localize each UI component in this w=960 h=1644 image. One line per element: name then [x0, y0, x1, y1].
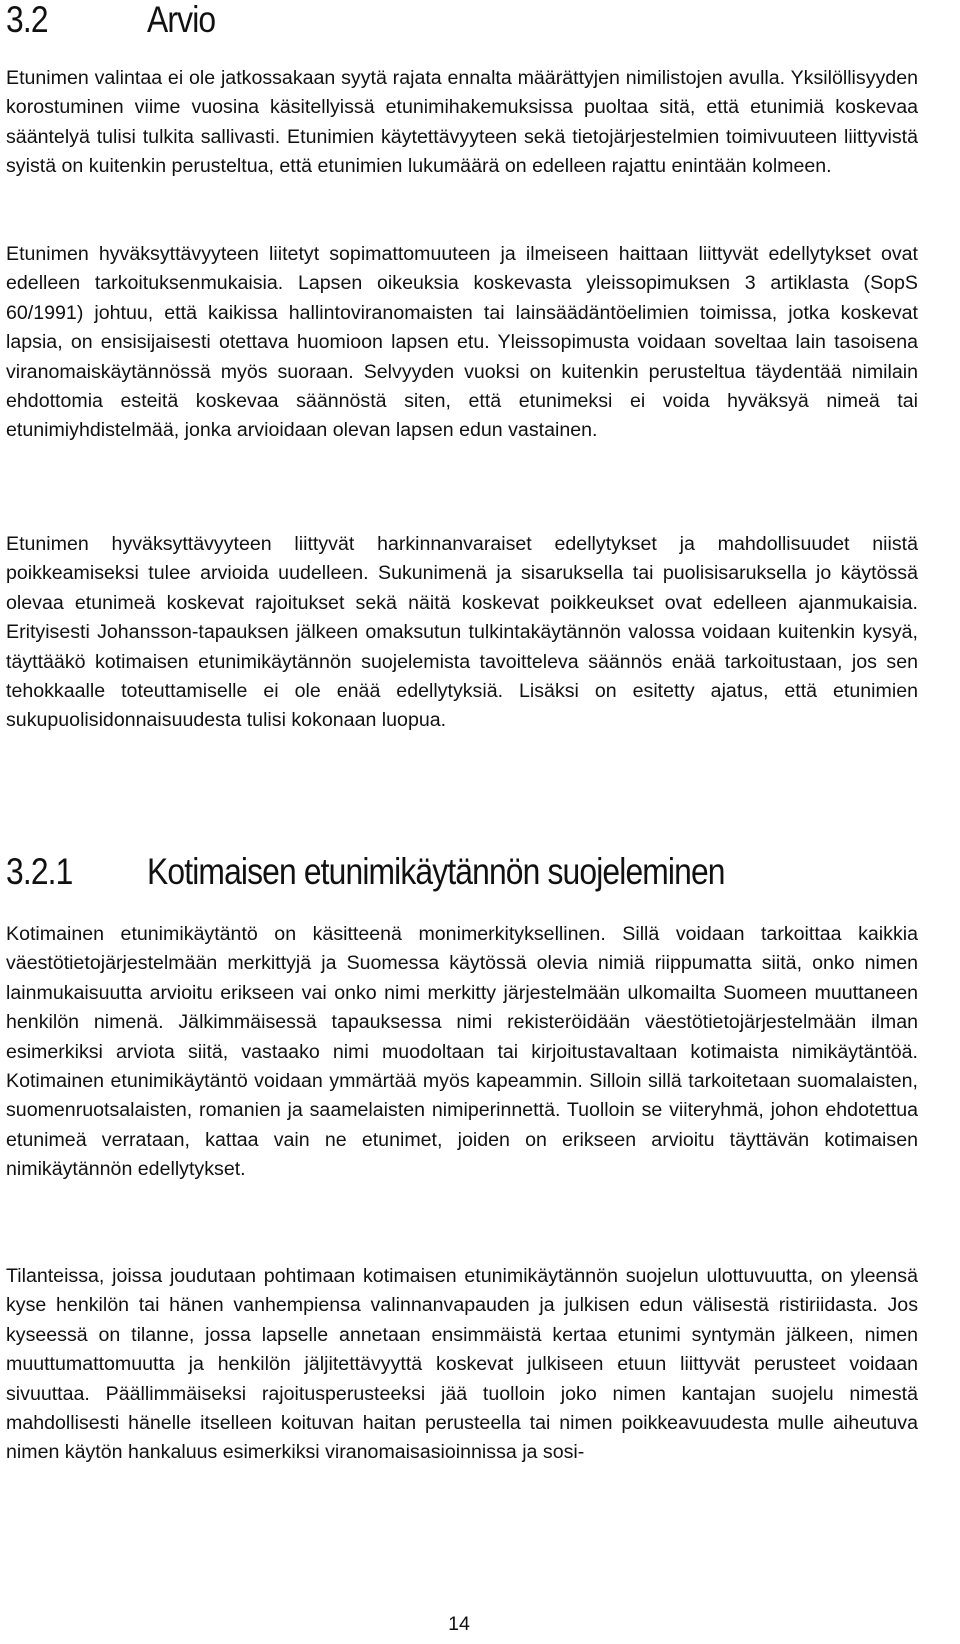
paragraph-4: Kotimainen etunimikäytäntö on käsitteenä monimerkityksellinen. Sillä voidaan tarkoittaa kaikkia väestötietojärjestelmään merkittyjä ja Suomessa käytössä olevia nimiä riippumatta siitä, onko nimen lainmukaisuutta arvioitu erikseen vai onko nimi merkitty järjestelmään ulkomailta Suomeen muuttaneen henkilön nimenä. Jälkimmäisessä tapauksessa nimi rekisteröidään väestötietojärjestelmään ilman esimerkiksi arviota siitä, vastaako nimi muodoltaan tai kirjoitustavaltaan kotimaista nimikäytäntöä. Kotimainen etunimikäytäntö voidaan ymmärtää myös kapeammin. Silloin sillä tarkoitetaan suomalaisten, suomenruotsalaisten, romanien ja saamelaisten nimiperinnettä. Tuolloin se viiteryhmä, johon ehdotettua etunimeä verrataan, kattaa vain ne etunimet, joiden on erikseen arvioitu täyttävän kotimaisen nimikäytännön edellytykset.	[6, 923, 918, 1181]
subsection-number: 3.2.1	[6, 851, 73, 892]
section-title: Arvio	[147, 0, 216, 40]
page-number: 14	[448, 1613, 470, 1635]
paragraph-1: Etunimen valintaa ei ole jatkossakaan syytä rajata ennalta määrättyjen nimilistojen avulla. Yksilöllisyyden korostuminen viime vuosina käsitellyissä etunimihakemuksissa puoltaa sitä, että etunimiä koskevaa sääntelyä tulisi tulkita sallivasti. Etunimien käytettävyyteen sekä tietojärjestelmien toimivuuteen liittyvistä syistä on kuitenkin perusteltua, että etunimien lukumäärä on edelleen rajattu enintään kolmeen.	[6, 67, 918, 178]
paragraph-2: Etunimen hyväksyttävyyteen liitetyt sopimattomuuteen ja ilmeiseen haittaan liittyvät edellytykset ovat edelleen tarkoituksenmukaisia. Lapsen oikeuksia koskevasta yleissopimuksen 3 artiklasta (SopS 60/1991) johtuu, että kaikissa hallintoviranomaisten tai lainsäädäntöelimien toimissa, jotka koskevat lapsia, on ensisijaisesti otettava huomioon lapsen etu. Yleissopimusta voidaan soveltaa lain tasoisena viranomaiskäytännössä myös suoraan. Selvyyden vuoksi on kuitenkin perusteltua täydentää nimilain ehdottomia esteitä koskevaa säännöstä siten, että etunimeksi ei voida hyväksyä nimeä tai etunimiyhdistelmää, jonka arvioidaan olevan lapsen edun vastainen.	[6, 243, 918, 442]
subsection-heading	[6, 848, 725, 896]
section-heading	[6, 0, 215, 40]
paragraph-3: Etunimen hyväksyttävyyteen liittyvät harkinnanvaraiset edellytykset ja mahdollisuudet niistä poikkeamiseksi tulee arvioida uudelleen. Sukunimenä ja sisaruksella tai puolisisaruksella jo käytössä olevaa etunimeä koskevat rajoitukset sekä näitä koskevat poikkeukset ovat edelleen ajanmukaisia. Erityisesti Johansson-tapauksen jälkeen omaksutun tulkintakäytännön valossa voidaan kuitenkin kysyä, täyttääkö kotimaisen etunimikäytännön suojelemista tavoitteleva säännös enää tarkoitustaan, jos sen tehokkaalle toteuttamiselle ei ole enää edellytyksiä. Lisäksi on esitetty ajatus, että etunimien sukupuolisidonnaisuudesta tulisi kokonaan luopua.	[6, 533, 918, 732]
section-number: 3.2	[6, 0, 48, 40]
paragraph-5: Tilanteissa, joissa joudutaan pohtimaan kotimaisen etunimikäytännön suojelun ulottuvuutta, on yleensä kyse henkilön tai hänen vanhempiensa valinnanvapauden ja julkisen edun välisestä ristiriidasta. Jos kyseessä on tilanne, jossa lapselle annetaan ensimmäistä kertaa etunimi syntymän jälkeen, nimen muuttumattomuutta ja henkilön jäljitettävyyttä koskevat julkiseen etuun liittyvät perusteet voidaan sivuuttaa. Päällimmäiseksi rajoitusperusteeksi jää tuolloin joko nimen kantajan suojelu nimestä mahdollisesti hänelle itselleen koituvan haitan perusteella tai nimen poikkeavuudesta mulle aiheutuva nimen käytön hankaluus esimerkiksi viranomaisasioinnissa ja sosi-	[6, 1265, 918, 1464]
subsection-title: Kotimaisen etunimikäytännön suojeleminen	[147, 851, 725, 892]
